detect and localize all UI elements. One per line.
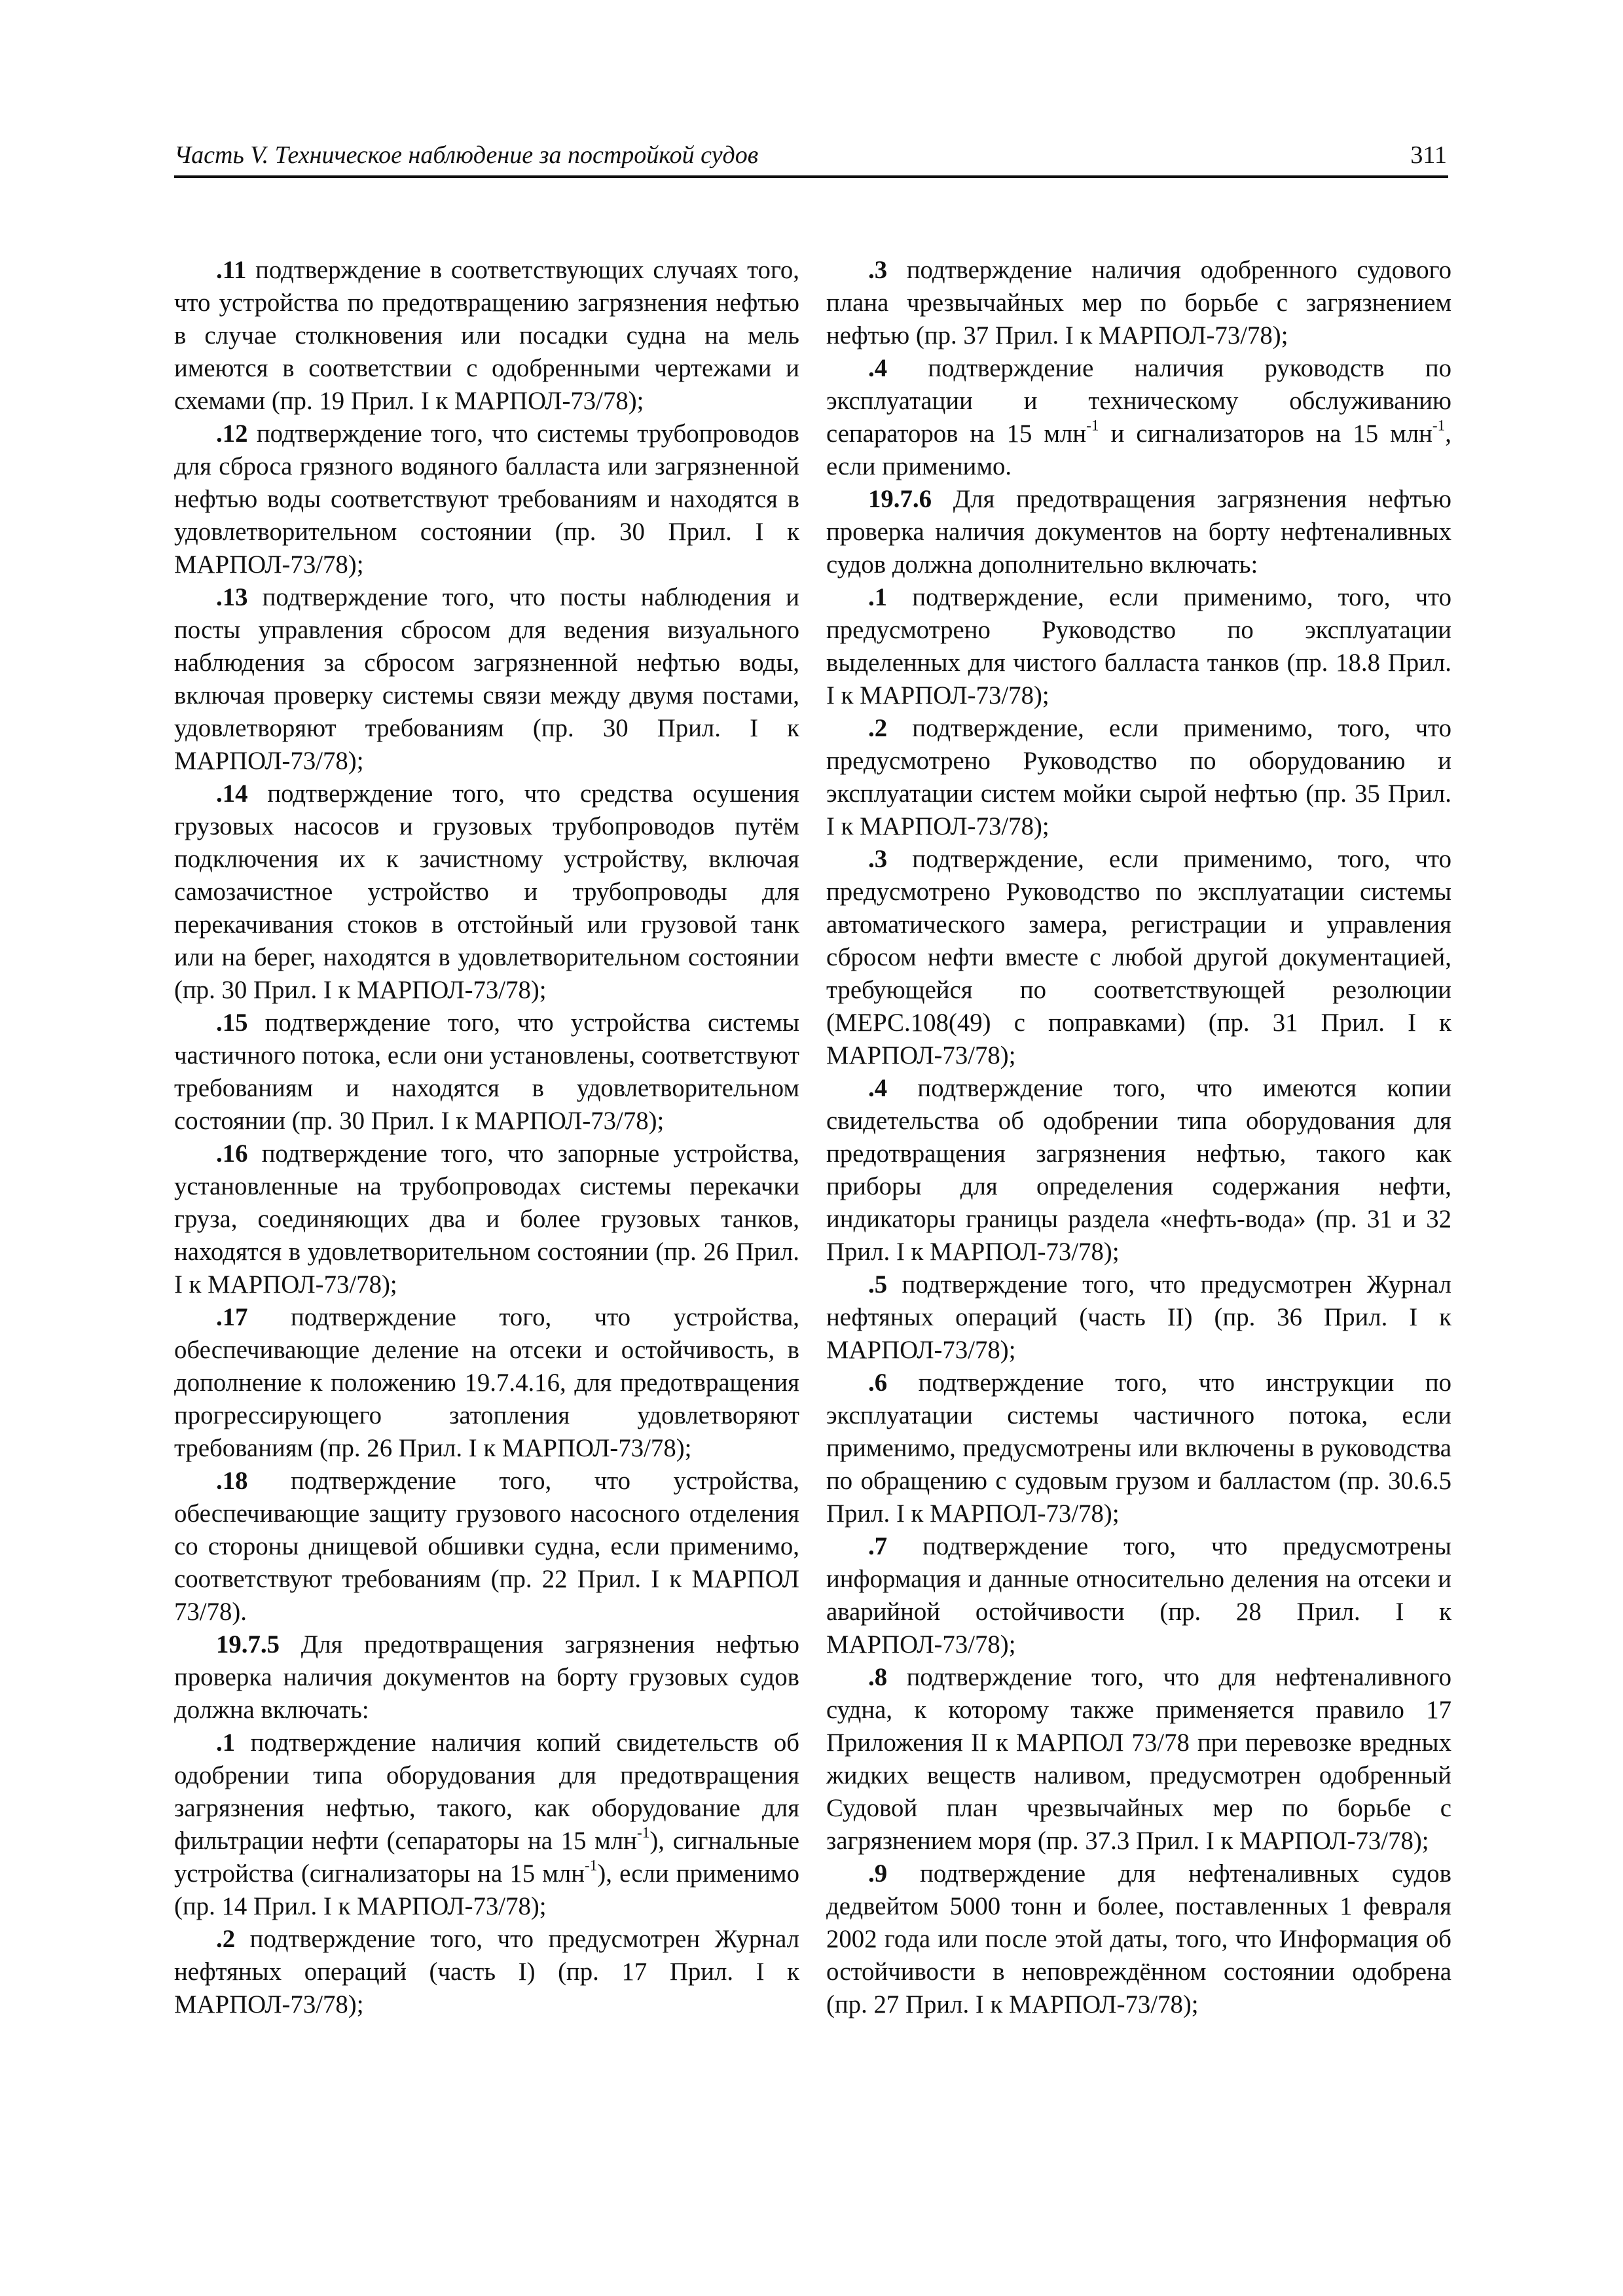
item-text: подтверждение того, что устройства, обеспечивающие деление на отсеки и остойчивость, в дополнение к положению 19.7.4.16, для предотвращения прогрессирующего затопления удовлетворяют требованиям (пр. 26 Прил. I к МАРПОЛ-73/78); — [174, 1303, 799, 1462]
section-number: 19.7.5 — [216, 1630, 280, 1659]
item-number: .18 — [216, 1467, 248, 1495]
item-text: ), если применимо (пр. 14 Прил. I к МАРПОЛ-73/78); — [174, 1859, 799, 1920]
item-number: .3 — [868, 256, 888, 284]
paragraph-item-1 — [174, 1727, 799, 1923]
item-number: .1 — [868, 583, 888, 611]
item-text: подтверждение, если применимо, того, что предусмотрено Руководство по эксплуатации выделенных для чистого балласта танков (пр. 18.8 Прил. I к МАРПОЛ-73/78); — [826, 583, 1451, 709]
superscript: -1 — [636, 1824, 650, 1842]
item-number: .15 — [216, 1009, 248, 1037]
paragraph-item-6 — [826, 1367, 1451, 1530]
item-text: подтверждение, если применимо, того, что предусмотрено Руководство по эксплуатации системы автоматического замера, регистрации и управления сбросом нефти вместе с любой другой документацией, требующейся по соответствующей резолюции (МЕРС.108(49) с поправками) (пр. 31 Прил. I к МАРПОЛ-73/78); — [826, 845, 1451, 1069]
paragraph-item-14 — [174, 778, 799, 1007]
item-text: подтверждение того, что предусмотрен Журнал нефтяных операций (часть II) (пр. 36 Прил. I к МАРПОЛ-73/78); — [826, 1270, 1451, 1364]
item-number: .8 — [868, 1663, 888, 1691]
item-number: .2 — [868, 714, 888, 742]
item-text: подтверждение того, что запорные устройства, установленные на трубопроводах системы перекачки груза, соединяющих два и более грузовых танков, находятся в удовлетворительном состоянии (пр. 26 Прил. I к МАРПОЛ-73/78); — [174, 1139, 799, 1299]
left-column — [174, 254, 799, 2021]
paragraph-item-15 — [174, 1007, 799, 1138]
paragraph-item-2 — [826, 712, 1451, 843]
item-number: .14 — [216, 780, 248, 808]
item-text: подтверждение, если применимо, того, что предусмотрено Руководство по оборудованию и эксплуатации систем мойки сырой нефтью (пр. 35 Прил. I к МАРПОЛ-73/78); — [826, 714, 1451, 840]
running-header — [174, 139, 1448, 178]
item-number: .5 — [868, 1270, 888, 1299]
paragraph-item-4 — [826, 352, 1451, 483]
paragraph-item-3 — [826, 843, 1451, 1072]
superscript: -1 — [584, 1857, 598, 1874]
item-text: подтверждение того, что устройства, обеспечивающие защиту грузового насосного отделения со стороны днищевой обшивки судна, если применимо, соответствуют требованиям (пр. 22 Прил. I к МАРПОЛ 73/78). — [174, 1467, 799, 1626]
paragraph-item-1 — [826, 581, 1451, 712]
item-text: подтверждение того, что для нефтеналивного судна, к которому также применяется правило 17 Приложения II к МАРПОЛ 73/78 при перевозке вредных жидких веществ наливом, предусмотрен одобренный Судовой план чрезвычайных мер по борьбе с загрязнением моря (пр. 37.3 Прил. I к МАРПОЛ-73/78); — [826, 1663, 1451, 1855]
paragraph-item-13 — [174, 581, 799, 778]
item-number: .17 — [216, 1303, 248, 1331]
paragraph-item-7 — [826, 1530, 1451, 1661]
section-text: Для предотвращения загрязнения нефтью проверка наличия документов на борту нефтеналивных судов должна дополнительно включать: — [826, 485, 1451, 579]
paragraph-item-8 — [826, 1661, 1451, 1857]
item-text: , если применимо. — [826, 420, 1451, 480]
item-text: подтверждение того, что предусмотрены информация и данные относительно деления на отсеки и аварийной остойчивости (пр. 28 Прил. I к МАРПОЛ-73/78); — [826, 1532, 1451, 1659]
item-text: подтверждение того, что средства осушения грузовых насосов и грузовых трубопроводов путём подключения их к зачистному устройству, включая самозачистное устройство и трубопроводы для перекачивания стоков в отстойный или грузовой танк или на берег, находятся в удовлетворительном состоянии (пр. 30 Прил. I к МАРПОЛ-73/78); — [174, 780, 799, 1004]
paragraph-item-17 — [174, 1301, 799, 1465]
right-column — [826, 254, 1451, 2021]
paragraph-item-3 — [826, 254, 1451, 352]
running-title: Часть V. Техническое наблюдение за постройкой судов — [174, 141, 759, 169]
paragraph-item-11 — [174, 254, 799, 418]
item-text: подтверждение того, что устройства системы частичного потока, если они установлены, соответствуют требованиям и находятся в удовлетворительном состоянии (пр. 30 Прил. I к МАРПОЛ-73/78); — [174, 1009, 799, 1135]
item-number: .3 — [868, 845, 888, 873]
item-text: ), сигнальные устройства (сигнализаторы на 15 млн — [174, 1827, 800, 1888]
item-number: .16 — [216, 1139, 248, 1168]
item-number: .12 — [216, 420, 248, 448]
item-text: подтверждение наличия одобренного судового плана чрезвычайных мер по борьбе с загрязнением нефтью (пр. 37 Прил. I к МАРПОЛ-73/78); — [826, 256, 1451, 350]
item-text: подтверждение того, что предусмотрен Журнал нефтяных операций (часть I) (пр. 17 Прил. I к МАРПОЛ-73/78); — [174, 1925, 799, 2018]
item-number: .9 — [868, 1859, 888, 1888]
paragraph-item-18 — [174, 1465, 799, 1628]
item-text: подтверждение того, что посты наблюдения и посты управления сбросом для ведения визуального наблюдения за сбросом загрязненной нефтью воды, включая проверку системы связи между двумя постами, удовлетворяют требованиям (пр. 30 Прил. I к МАРПОЛ-73/78); — [174, 583, 799, 775]
paragraph-item-12 — [174, 418, 799, 581]
item-number: .6 — [868, 1369, 888, 1397]
item-number: .7 — [868, 1532, 888, 1560]
item-text: подтверждение наличия руководств по эксплуатации и техническому обслуживанию сепараторов на 15 млн — [826, 354, 1451, 448]
item-text: подтверждение того, что имеются копии свидетельства об одобрении типа оборудования для предотвращения загрязнения нефтью, такого как приборы для определения содержания нефти, индикаторы границы раздела «нефть-вода» (пр. 31 и 32 Прил. I к МАРПОЛ-73/78); — [826, 1074, 1451, 1266]
item-number: .4 — [868, 354, 888, 382]
item-number: .13 — [216, 583, 248, 611]
paragraph-item-16 — [174, 1138, 799, 1301]
page-number: 311 — [1410, 141, 1447, 169]
item-text: подтверждение для нефтеналивных судов дедвейтом 5000 тонн и более, поставленных 1 февраля 2002 года или после этой даты, того, что Информация об остойчивости в неповреждённом состоянии одобрена (пр. 27 Прил. I к МАРПОЛ-73/78); — [826, 1859, 1451, 2018]
paragraph-item-4 — [826, 1072, 1451, 1268]
section-19-7-5 — [174, 1628, 799, 1727]
paragraph-item-9 — [826, 1857, 1451, 2021]
item-text: подтверждение в соответствующих случаях того, что устройства по предотвращению загрязнения нефтью в случае столкновения или посадки судна на мель имеются в соответствии с одобренными чертежами и схемами (пр. 19 Прил. I к МАРПОЛ-73/78); — [174, 256, 799, 415]
section-19-7-6 — [826, 483, 1451, 581]
item-text: и сигнализаторов на 15 млн — [1099, 420, 1432, 448]
paragraph-item-5 — [826, 1268, 1451, 1367]
item-number: .11 — [216, 256, 247, 284]
superscript: -1 — [1432, 417, 1446, 435]
item-text: подтверждение того, что инструкции по эксплуатации системы частичного потока, если применимо, предусмотрены или включены в руководства по обращению с судовым грузом и балластом (пр. 30.6.5 Прил. I к МАРПОЛ-73/78); — [826, 1369, 1451, 1528]
paragraph-item-2 — [174, 1923, 799, 2021]
superscript: -1 — [1086, 417, 1099, 435]
item-text: подтверждение наличия копий свидетельств об одобрении типа оборудования для предотвращения загрязнения нефтью, такого, как оборудование для фильтрации нефти (сепараторы на 15 млн — [174, 1729, 799, 1855]
item-number: .4 — [868, 1074, 888, 1102]
section-text: Для предотвращения загрязнения нефтью проверка наличия документов на борту грузовых судов должна включать: — [174, 1630, 799, 1724]
section-number: 19.7.6 — [868, 485, 932, 513]
item-text: подтверждение того, что системы трубопроводов для сброса грязного водяного балласта или загрязненной нефтью воды соответствуют требованиям и находятся в удовлетворительном состоянии (пр. 30 Прил. I к МАРПОЛ-73/78); — [174, 420, 799, 579]
item-number: .2 — [216, 1925, 236, 1953]
item-number: .1 — [216, 1729, 236, 1757]
